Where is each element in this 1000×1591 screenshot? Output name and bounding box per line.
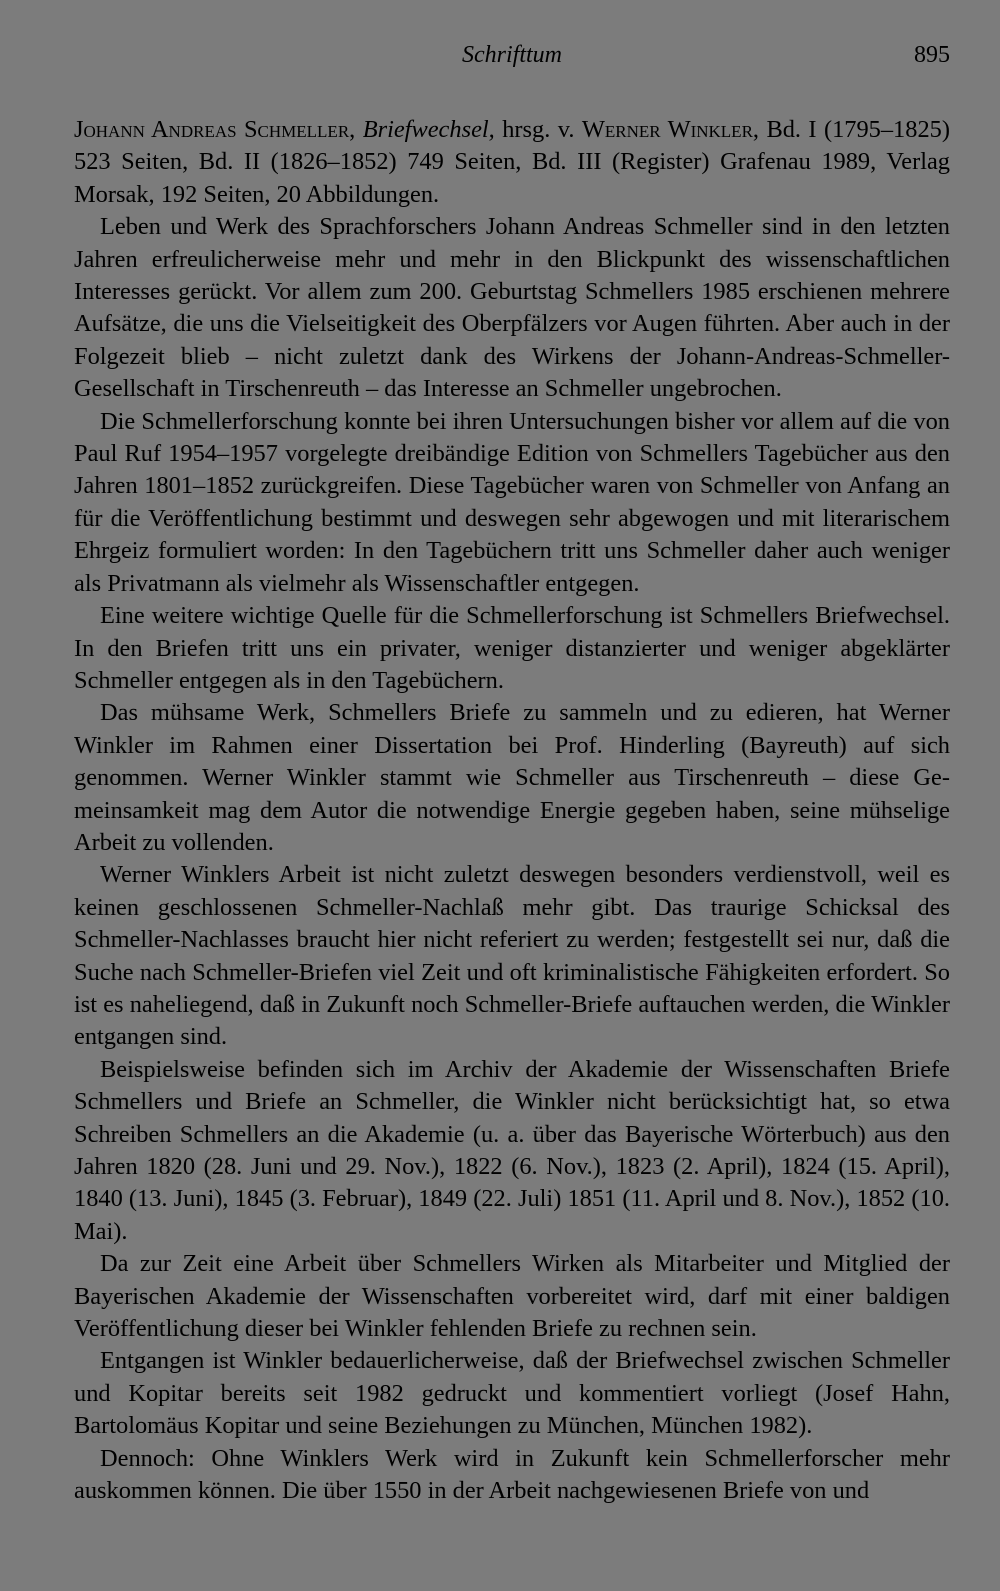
paragraph: Werner Winklers Arbeit ist nicht zuletzt deswegen besonders verdienstvoll, weil es keinen geschlossenen Schmeller-Nachlaß mehr gibt. Das traurige Schicksal des Schmeller-Nachlasses braucht hier nicht referiert zu werden; festgestellt sei nur, daß die Suche nach Schmeller-Briefen viel Zeit und oft kriminalistische Fähigkeiten erfordert. So ist es naheliegend, daß in Zukunft noch Schmeller-Briefe auftauchen werden, die Winkler entgangen sind.: [74, 861, 950, 1051]
bibliographic-entry: [74, 114, 950, 211]
running-title: Schrifttum: [462, 42, 562, 68]
editor-prefix: hrsg. v.: [502, 116, 575, 143]
paragraph: Da zur Zeit eine Arbeit über Schmellers Wirken als Mitarbeiter und Mitglied der Bayerischen Akademie der Wissenschaften vorbereitet wird, darf mit einer baldigen Veröffentlichung dieser bei Winkler fehlenden Briefe zu rechnen sein.: [74, 1250, 950, 1343]
book-title: Briefwechsel,: [362, 116, 495, 143]
paragraph: Die Schmellerforschung konnte bei ihren Untersuchungen bisher vor allem auf die von Paul Ruf 1954–1957 vorgelegte dreibändige Edition von Schmellers Tagebücher aus den Jahren 1801–1852 zurückgreifen. Diese Tagebücher waren von Schmeller von Anfang an für die Veröffentlichung bestimmt und deswegen sehr abgewogen und mit literarischem Ehrgeiz formuliert worden: In den Tagebüchern tritt uns Schmeller daher auch weniger als Privatmann als vielmehr als Wissenschaftler entgegen.: [74, 407, 950, 597]
paragraph: Dennoch: Ohne Winklers Werk wird in Zukunft kein Schmellerforscher mehr auskommen können. Die über 1550 in der Arbeit nachgewiesenen Briefe von und: [74, 1444, 950, 1505]
page: [74, 42, 950, 1507]
book-editor: Werner Winkler,: [581, 116, 760, 143]
book-details: Bd. I (1795–1825) 523 Seiten, Bd. II (1826–1852) 749 Seiten, Bd. III (Register) Grafenau 1989, Verlag Morsak, 192 Seiten, 20 Abbildungen.: [74, 116, 950, 208]
page-number: 895: [914, 42, 950, 68]
paragraph: Leben und Werk des Sprachforschers Johann Andreas Schmeller sind in den letzten Jahren erfreulicherweise mehr und mehr in den Blickpunkt des wissenschaftlichen Interesses gerückt. Vor allem zum 200. Geburtstag Schmellers 1985 erschienen mehrere Aufsätze, die uns die Vielseitigkeit des Oberpfälzers vor Augen führten. Aber auch in der Folgezeit blieb – nicht zuletzt dank des Wirkens der Johann-Andreas-Schmeller-Gesellschaft in Tirschenreuth – das Interesse an Schmeller ungebrochen.: [74, 213, 950, 403]
paragraph: Das mühsame Werk, Schmellers Briefe zu sammeln und zu edieren, hat Werner Winkler im Rahmen einer Dissertation bei Prof. Hinderling (Bayreuth) auf sich genommen. Werner Winkler stammt wie Schmeller aus Tirschenreuth – diese Gemeinsamkeit mag dem Autor die notwendige Energie gegeben haben, seine mühselige Arbeit zu vollenden.: [74, 699, 950, 856]
paragraph: Entgangen ist Winkler bedauerlicherweise, daß der Briefwechsel zwischen Schmeller und Kopitar bereits seit 1982 gedruckt und kommentiert vorliegt (Josef Hahn, Bartolomäus Kopitar und seine Beziehungen zu München, München 1982).: [74, 1347, 950, 1440]
paragraph: Eine weitere wichtige Quelle für die Schmellerforschung ist Schmellers Briefwechsel. In den Briefen tritt uns ein privater, weniger distanzierter und weniger abgeklärter Schmeller entgegen als in den Tagebüchern.: [74, 602, 950, 694]
running-head: [74, 42, 950, 78]
paragraph: Beispielsweise befinden sich im Archiv der Akademie der Wissenschaften Briefe Schmellers und Briefe an Schmeller, die Winkler nicht berücksichtigt hat, so etwa Schreiben Schmellers an die Akademie (u. a. über das Bayerische Wörterbuch) aus den Jahren 1820 (28. Juni und 29. Nov.), 1822 (6. Nov.), 1823 (2. April), 1824 (15. April), 1840 (13. Juni), 1845 (3. Februar), 1849 (22. Juli) 1851 (11. April und 8. Nov.), 1852 (10. Mai).: [74, 1055, 950, 1245]
review-text: [74, 114, 950, 1507]
book-author: Johann Andreas Schmeller,: [74, 116, 356, 143]
